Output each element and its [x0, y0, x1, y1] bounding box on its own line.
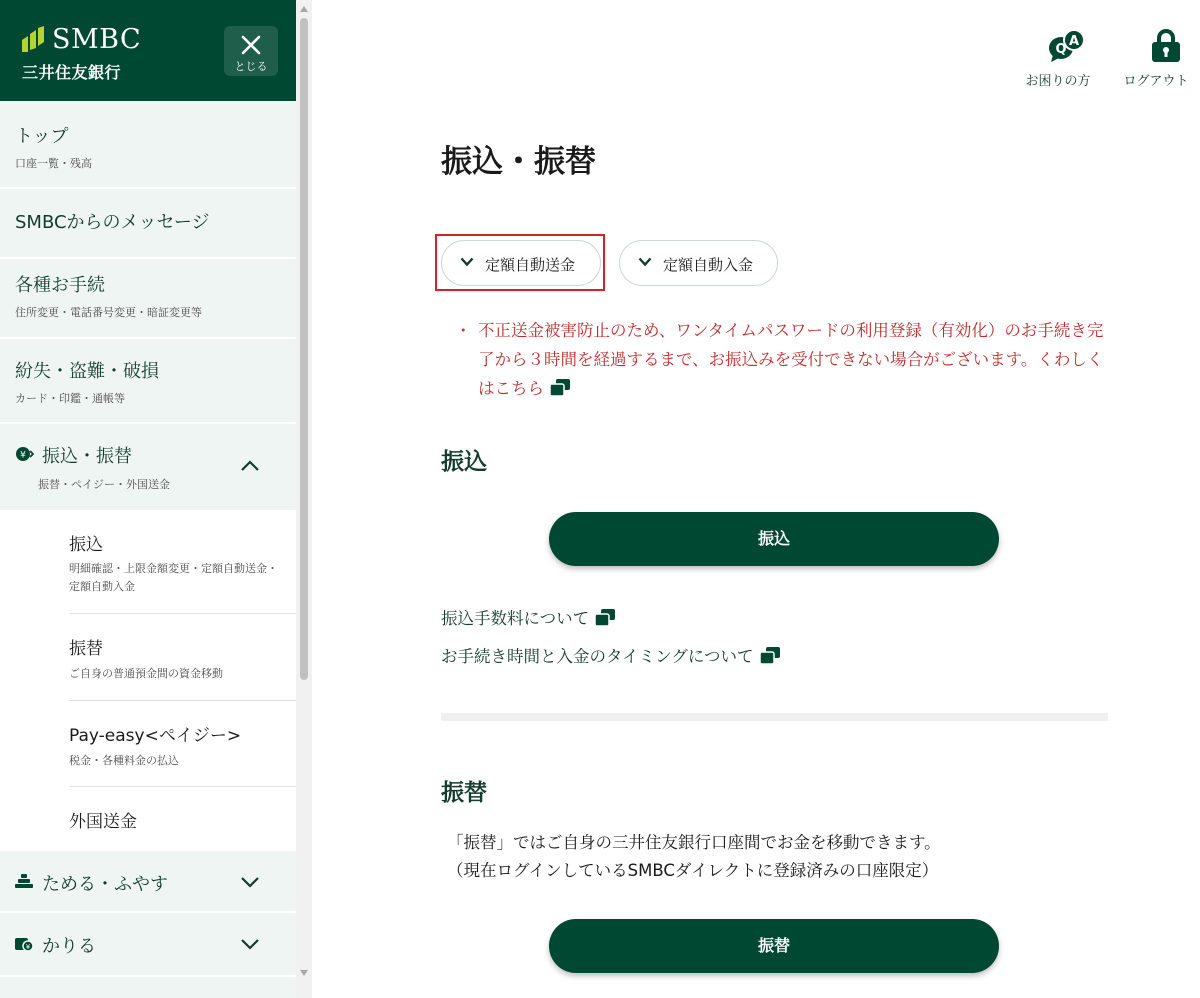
- sidebar-item-save-invest[interactable]: [0, 851, 296, 913]
- sidebar-item-transfer[interactable]: [0, 424, 296, 510]
- close-label: とじる: [234, 60, 268, 73]
- sidebar-subitem-sub: 税金・各種料金の払込: [69, 754, 179, 767]
- section-heading-furikomi: 振込: [441, 449, 487, 475]
- tab-label: 定額自動送金: [485, 256, 576, 274]
- sidebar-item-messages[interactable]: [0, 189, 296, 259]
- chevron-down-icon: [240, 876, 260, 888]
- sidebar-item-label: 紛失・盗難・破損: [15, 361, 159, 382]
- qa-help-icon: [1047, 28, 1085, 62]
- sidebar-subitem-foreign-remittance[interactable]: [0, 787, 296, 851]
- scroll-up-arrow-icon[interactable]: [300, 6, 308, 12]
- logout-label: ログアウト: [1123, 74, 1189, 89]
- logout-button[interactable]: [1120, 28, 1192, 89]
- chevron-down-icon: [240, 938, 260, 950]
- sidebar-subitem-sub: ご自身の普通預金間の資金移動: [69, 667, 223, 680]
- sidebar-item-label: 振込・振替: [42, 446, 132, 467]
- sidebar-subitem-furikomi[interactable]: [0, 510, 296, 614]
- notice-bullet: ・: [455, 321, 472, 340]
- external-link-icon: [595, 609, 615, 626]
- sidebar: [0, 0, 296, 998]
- svg-text:Q: Q: [1054, 42, 1067, 57]
- tab-fixed-auto-remittance[interactable]: [441, 240, 601, 286]
- furikae-description: 「振替」ではご自身の三井住友銀行口座間でお金を移動できます。: [447, 833, 941, 852]
- logo-text-jp: 三井住友銀行: [22, 63, 122, 82]
- sidebar-subitem-label: 外国送金: [69, 812, 137, 832]
- furikae-note: （現在ログインしているSMBCダイレクトに登録済みの口座限定）: [447, 861, 939, 880]
- sidebar-subitem-label: Pay-easy<ペイジー>: [69, 726, 242, 746]
- sidebar-item-label: 各種お手続: [15, 275, 105, 296]
- section-divider: [441, 713, 1108, 721]
- smbc-leaf-mark-icon: [22, 26, 44, 52]
- notice-details-link[interactable]: くわしくはこちら: [478, 350, 1104, 398]
- fee-info-link[interactable]: [441, 605, 615, 629]
- loan-icon: [15, 935, 33, 952]
- sidebar-item-label: ためる・ふやす: [42, 874, 168, 895]
- sidebar-item-top[interactable]: [0, 101, 296, 189]
- logo-text-en: SMBC: [52, 24, 142, 55]
- page-title: 振込・振替: [441, 144, 596, 180]
- sidebar-item-borrow[interactable]: [0, 913, 296, 977]
- sidebar-item-lost-stolen[interactable]: [0, 339, 296, 424]
- sidebar-item-sub: 住所変更・電話番号変更・暗証変更等: [15, 306, 202, 319]
- sidebar-subitem-furikae[interactable]: [0, 614, 296, 701]
- sidebar-subitem-sub: 明細確認・上限金額変更・定額自動送金・定額自動入金: [69, 562, 278, 593]
- sidebar-subitem-label: 振替: [69, 639, 103, 659]
- sidebar-subitem-payeasy[interactable]: [0, 701, 296, 787]
- help-label: お困りの方: [1025, 74, 1091, 89]
- svg-text:¥: ¥: [25, 943, 31, 951]
- svg-text:¥: ¥: [20, 450, 26, 461]
- lock-icon: [1150, 28, 1182, 62]
- yen-transfer-icon: [15, 446, 34, 462]
- close-menu-button[interactable]: [224, 26, 278, 76]
- tab-fixed-auto-deposit[interactable]: [619, 240, 778, 286]
- sidebar-item-sub: カード・印鑑・通帳等: [15, 392, 125, 405]
- sidebar-item-label: トップ: [15, 126, 69, 147]
- sidebar-item-sub: 振替・ペイジー・外国送金: [38, 478, 170, 491]
- notice-text: 不正送金被害防止のため、ワンタイムパスワードの利用登録（有効化）のお手続き完了から３時間を経過するまで、お振込みを受付できない場合がございます。: [478, 321, 1104, 369]
- chevron-down-icon: [638, 257, 652, 267]
- external-link-icon: [550, 379, 570, 396]
- svg-text:A: A: [1068, 34, 1079, 49]
- chevron-down-icon: [460, 257, 474, 267]
- help-button[interactable]: [1022, 28, 1094, 89]
- coins-icon: [15, 873, 33, 889]
- section-heading-furikae: 振替: [441, 780, 487, 806]
- close-icon: [241, 35, 261, 55]
- sidebar-item-label: SMBCからのメッセージ: [15, 212, 210, 233]
- timing-info-link[interactable]: [441, 643, 780, 667]
- chevron-up-icon: [240, 460, 260, 472]
- sidebar-item-procedures[interactable]: [0, 259, 296, 339]
- furikomi-button[interactable]: 振込: [549, 512, 999, 566]
- sidebar-header: [0, 0, 296, 101]
- link-text: お手続き時間と入金のタイミングについて: [441, 647, 754, 666]
- sidebar-item-sub: 口座一覧・残高: [15, 157, 92, 170]
- sidebar-item-label: かりる: [42, 936, 96, 957]
- scroll-down-arrow-icon[interactable]: [300, 970, 308, 976]
- sidebar-scrollbar-thumb[interactable]: [300, 18, 308, 680]
- sidebar-subitem-label: 振込: [69, 535, 103, 555]
- furikae-button[interactable]: 振替: [549, 919, 999, 973]
- tab-label: 定額自動入金: [663, 256, 754, 274]
- external-link-icon: [760, 647, 780, 664]
- link-text: 振込手数料について: [441, 609, 590, 628]
